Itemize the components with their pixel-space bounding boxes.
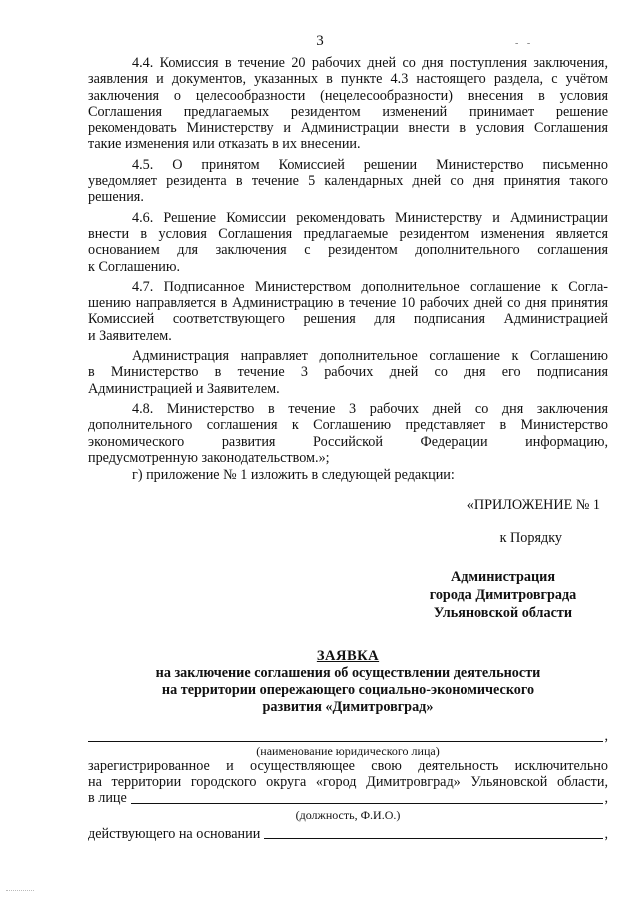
text-line: предусмотренную законодательством.»; — [88, 449, 330, 466]
text-line: заключения о целесообразности (нецелесообразности) внесения в условия — [88, 87, 608, 104]
text-line: внести в условия Соглашения предлагаемые резидентом изменения является — [88, 225, 608, 242]
text-line: на территории городского округа «город Димитровград» Ульяновской области, — [88, 773, 608, 790]
text-line: 4.5. О принятом Комиссией решении Министерство письменно — [132, 156, 608, 173]
entity-name-caption: (наименование юридического лица) — [256, 743, 440, 758]
page-number: 3 — [316, 33, 324, 49]
addressee-line: Администрация — [450, 569, 556, 586]
text-line: и Заявителем. — [88, 327, 172, 344]
addressee-line: города Димитровграда — [429, 587, 577, 604]
text-line: экономического развития Российской Федерации информацию, — [88, 433, 608, 450]
comma: , — [604, 728, 608, 745]
appendix-label: «ПРИЛОЖЕНИЕ № 1 — [466, 497, 600, 514]
paragraph-4-7-admin — [88, 348, 608, 397]
text-line: зарегистрированное и осуществляющее свою деятельность исключительно — [88, 757, 608, 774]
text-line: основанием для заключения с резидентом дополнительного соглашения — [88, 242, 608, 259]
corner-mark: - - — [515, 38, 534, 49]
text-line: уведомляет резидента в течение 5 календарных дней со дня принятия такого — [88, 173, 608, 190]
paragraph-4-4 — [88, 55, 608, 153]
text-line: в Министерство в течение 3 рабочих дней со дня его подписания — [88, 364, 608, 381]
document-body — [88, 55, 608, 842]
entity-name-blank[interactable] — [88, 729, 603, 742]
paragraph-4-5 — [88, 157, 608, 206]
text-line: Администрацией и Заявителем. — [88, 380, 280, 397]
text-line: к Соглашению. — [88, 258, 181, 275]
text-line: рекомендовать Министерству и Администрации внести в условия Соглашения — [88, 120, 608, 137]
addressee-line: Ульяновской области — [433, 605, 573, 622]
text-line: заявления и документов, указанных в пункте 4.3 настоящего раздела, с учётом — [88, 71, 608, 88]
text-line: шению направляется в Администрацию в течение 10 рабочих дней со дня принятия — [88, 295, 608, 312]
subtitle-line: развития «Димитровград» — [262, 699, 434, 716]
in-person-label: в лице — [88, 790, 127, 807]
acting-label: действующего на основании — [88, 825, 261, 842]
text-line: Комиссией соответствующего решения для подписания Администрацией — [88, 311, 608, 328]
representative-field[interactable] — [88, 790, 608, 806]
paragraph-4-7 — [88, 279, 608, 344]
comma: , — [604, 790, 608, 807]
comma: , — [604, 825, 608, 842]
text-line: такие изменения или отказать в их внесении. — [88, 136, 361, 153]
text-line: 4.8. Министерство в течение 3 рабочих дней со дня заключения — [132, 400, 608, 417]
basis-blank[interactable] — [264, 826, 603, 839]
paragraph-4-8 — [88, 401, 608, 466]
position-caption: (должность, Ф.И.О.) — [295, 807, 401, 822]
text-line: 4.4. Комиссия в течение 20 рабочих дней со дня поступления заключения, — [132, 55, 608, 71]
text-line: решения. — [88, 189, 144, 206]
scan-artifact — [6, 890, 34, 894]
text-line: 4.7. Подписанное Министерством дополнительное соглашение к Согла- — [132, 278, 608, 295]
paragraph-g: г) приложение № 1 изложить в следующей редакции: — [132, 467, 455, 484]
paragraph-4-6 — [88, 210, 608, 275]
form-subtitle — [88, 665, 608, 716]
addressee-block — [388, 568, 618, 622]
form-title: ЗАЯВКА — [316, 648, 380, 665]
text-line: Администрация направляет дополнительное соглашение к Соглашению — [132, 348, 608, 365]
text-line: 4.6. Решение Комиссии рекомендовать Министерству и Администрации — [132, 209, 608, 226]
appendix-to: к Порядку — [499, 529, 562, 546]
basis-field[interactable] — [88, 826, 608, 842]
subtitle-line: на заключение соглашения об осуществлении деятельности — [155, 665, 541, 682]
subtitle-line: на территории опережающего социально-экономического — [161, 682, 535, 699]
representative-blank[interactable] — [131, 791, 604, 804]
entity-name-field[interactable] — [88, 728, 608, 744]
text-line: Соглашения предлагаемых резидентом изменений принимает решение — [88, 103, 608, 120]
text-line: дополнительного соглашения к Соглашению представляет в Министерство — [88, 417, 608, 434]
